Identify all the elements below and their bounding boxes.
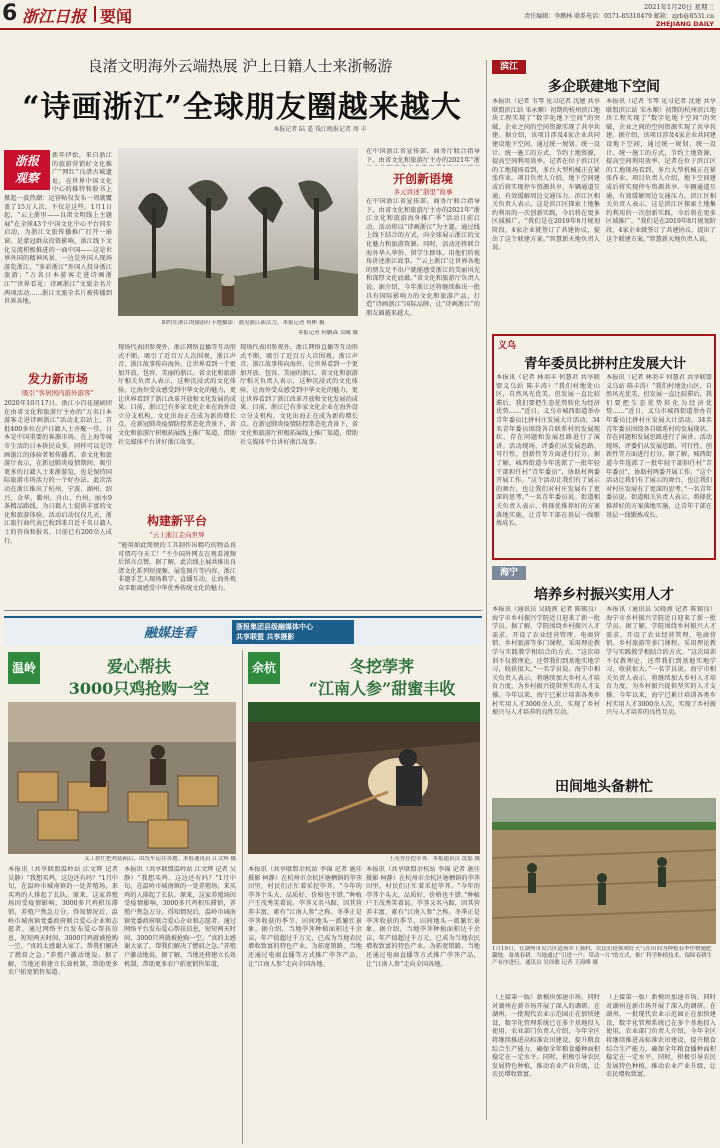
page-number: 6 (2, 1, 18, 26)
yiwu-tag: 义乌 (498, 341, 517, 351)
haining-body-col2: 本报讯（通讯员 吴晓燕 记者 陈锡良）海宁市乡村振兴学院近日迎来了新一批学员。据了解，学院围绕乡村振兴人才需求，开设了农业经营管理、电商营销、乡村旅游等多门课程，采用理论教学与实践教学相结合的方式。“这次培训不仅教理论，还带我们到基地实地学习，收获很大。”一名学员说。海宁市相关负责人表示，将继续加大乡村人才培育力度，为乡村振兴提供坚实的人才支撑。今年以来，海宁已累计培训各类乡村实用人才3000余人次，实现了乡村振兴与人才培养的良性互动。 (606, 606, 716, 717)
binjiang-body-col2: 本报讯（记者 韦琴 见习记者 沈建 共享联盟滨江站 宋永顺）初期的杭州滨江地块工程实现了“数字化地下空间”的突破，企业之间的空间资源实现了共享共建。据介绍，该项目涉及4家企业共同建设地下空间，通过统一规划、统一设计、统一施工的方式，节约土地资源，提高空间利用效率。记者在位于滨江区的工地现场看到，多台大型机械正在紧张作业。项目负责人介绍，地下空间建成后将实现停车资源共享、车辆通道互通，有效缓解周边交通压力。滨江区相关负责人表示，这是滨江区探索土地集约利用的一次创新实践，今后将在更多区域推广。“我们是在2019年8月规划阶段，4家企业就签订了共建协议，提出了这个联建方案。”智慧新天地负责人说。 (606, 98, 716, 243)
yiwu-body-col1: 本报讯（记者 林羽丰 何慧君 共享联盟义乌站 陈丰涛）“我们村地处山区，自然风光优美，但发展一直比较滞后，我们要把生态优势转化为经济优势……”近日，义乌市城西街道举办青年委员比拼村庄发展大计活动，34名青年委员围绕各自联系村的发展现状、存在问题和发展思路进行了演讲。活动现场，评委们从发展思路、可行性、创新性等方面进行打分。据了解，城西街道今年选派了一批年轻干部担任村“青年委员”，协助村两委开展工作。“这个活动让我们有了展示的舞台，也让我们对村庄发展有了更深的思考。”一名青年委员说。街道相关负责人表示，将择优推荐好的方案落地实施，让青年干部在基层一线锻炼成长。 (496, 374, 600, 528)
masthead (0, 0, 720, 30)
yuhang-headline-2: “江南人参”甜蜜丰收 (308, 679, 456, 698)
wenling-headline-2: 3000只鸡抢购一空 (68, 679, 210, 698)
date-line: 2021年1月20日 星期三 (643, 3, 714, 11)
binjiang-body-col1: 本报讯（记者 韦琴 见习记者 沈建 共享联盟滨江站 宋永顺）初期的杭州滨江地块工程实现了“数字化地下空间”的突破，企业之间的空间资源实现了共享共建。据介绍，该项目涉及4家企业共同建设地下空间，通过统一规划、统一设计、统一施工的方式，节约土地资源，提高空间利用效率。记者在位于滨江区的工地现场看到，多台大型机械正在紧张作业。项目负责人介绍，地下空间建成后将实现停车资源共享、车辆通道互通，有效缓解周边交通压力。滨江区相关负责人表示，这是滨江区探索土地集约利用的一次创新实践，今后将在更多区域推广。“我们是在2019年8月规划阶段，4家企业就签订了共建协议，提出了这个联建方案。”智慧新天地负责人说。 (492, 98, 600, 252)
main-body-col3: 在中国浙江省宣传部、商务厅联合指导下，由省文化和旅游厅主办的2021年“浙江文化和旅游海外推广季”活动日前启动。活动将以“诗画浙江”为主题，通过线上线下结合的方式，向全球展示浙江的文化魅力和旅游资源。同时，活动还将联合海外华人华侨、留学生群体，用他们的视角讲述浙江故事。“‘云上浙江’让世界各地的朋友足不出户就能感受浙江的美丽风光和深厚文化底蕴。”省文化和旅游厅负责人说。据介绍，今年浙江还将继续推出一批具有国际影响力的文化和旅游产品，打造“诗画浙江”国际品牌，让“诗画浙江”的朋友圈越来越大。 (366, 198, 480, 317)
sub-deck-1: 吸引“客居国内游外游客” (22, 389, 94, 397)
farm-body-col1: （上接第一版）新模块加速市场，同时对湖州在新市场开展了深入的调研。在湖州，一批现代农业示范园正在加快建设，数字化管理系统已在多个基地投入使用。农业部门负责人介绍，今年全区将继续推进高标准农田建设，提升粮食综合生产能力，确保全年粮食播种面积稳定在一定水平。同时，积极引导农民发展特色种植，推动农业产业升级，让农民增收致富。 (492, 994, 600, 1079)
wenling-body-col1: 本报讯（共享联盟温岭站 江文辉 记者 吴静）“我想买鸡，这边还有吗？”1月中旬，在温岭市城南镇的一处养殖场，来买鸡的人排起了长队。原来，这家养殖场因受疫情影响，3000多只鸡积压滞销，养殖户焦急万分。得知情况后，温岭市城南镇党委政府联合爱心企业和志愿者，通过网络平台发布爱心帮扶信息，短短两天时间，3000只鸡就被抢购一空。“真的太感谢大家了，帮我们解决了燃眉之急。”养殖户激动地说。据了解，当地还将建立长效机制，帮助更多农户拓宽销售渠道。 (8, 866, 118, 977)
yuhang-photo-caption: 王茂秀在挖荸荠。本报通讯员 沈磊 摄 (388, 856, 480, 862)
paper-name: 浙江日报 (22, 7, 87, 26)
logo-line-1: 浙报 (14, 154, 39, 168)
farm-headline: 田间地头备耕忙 (555, 779, 653, 795)
yuhang-body-col1: 本报讯（共享联盟余杭站 李锦 记者 施佳 摄影 柯静）在杭州市余杭区塘栖镇的荸荠田里，村民们正忙着采挖荸荠。“今年的荸荠个头大、品质好，价格也不错。”种植户王茂秀笑着说。荸荠又名马蹄，因其营养丰富，素有“江南人参”之称。冬季正是荸荠收获的季节，田间地头一派繁忙景象。据介绍，当地荸荠种植面积达千余亩，年产值超过千万元，已成为当地农民增收致富的特色产业。为拓宽销路，当地还通过电商直播等方式推广荸荠产品，让“江南人参”走向全国各地。 (248, 866, 362, 968)
main-body-col2-cont: “能用如此简便的工具制作出精巧的物品真可谓巧夺天工！”不少国外网友在观看视频后留言点赞。据了解，此次线上展共推出良渚文化系列短视频、展览图片等内容，浙江非遗手艺人现场教学、直播互动，让海外观众零距离感受中华优秀传统文化的魅力。 (118, 542, 236, 592)
yiwu-body-col2: 本报讯（记者 林羽丰 何慧君 共享联盟义乌站 陈丰涛）“我们村地处山区，自然风光优美，但发展一直比较滞后，我们要把生态优势转化为经济优势……”近日，义乌市城西街道举办青年委员比拼村庄发展大计活动，34名青年委员围绕各自联系村的发展现状、存在问题和发展思路进行了演讲。活动现场，评委们从发展思路、可行性、创新性等方面进行打分。据了解，城西街道今年选派了一批年轻干部担任村“青年委员”，协助村两委开展工作。“这个活动让我们有了展示的舞台，也让我们对村庄发展有了更深的思考。”一名青年委员说。街道相关负责人表示，将择优推荐好的方案落地实施，让青年干部在基层一线锻炼成长。 (606, 374, 712, 519)
haining-body-col1: 本报讯（通讯员 吴晓燕 记者 陈锡良）海宁市乡村振兴学院近日迎来了新一批学员。据了解，学院围绕乡村振兴人才需求，开设了农业经营管理、电商营销、乡村旅游等多门课程，采用理论教学与实践教学相结合的方式。“这次培训不仅教理论，还带我们到基地实地学习，收获很大。”一名学员说。海宁市相关负责人表示，将继续加大乡村人才培育力度，为乡村振兴提供坚实的人才支撑。今年以来，海宁已累计培训各类乡村实用人才3000余人次，实现了乡村振兴与人才培养的良性互动。 (492, 606, 600, 717)
binjiang-tag: 滨江 (492, 60, 526, 74)
wenling-body-col2: 本报讯（共享联盟温岭站 江文辉 记者 吴静）“我想买鸡，这边还有吗？”1月中旬，在温岭市城南镇的一处养殖场，来买鸡的人排起了长队。原来，这家养殖场因受疫情影响，3000多只鸡积压滞销，养殖户焦急万分。得知情况后，温岭市城南镇党委政府联合爱心企业和志愿者，通过网络平台发布爱心帮扶信息，短短两天时间，3000只鸡就被抢购一空。“真的太感谢大家了，帮我们解决了燃眉之急。”养殖户激动地说。据了解，当地还将建立长效机制，帮助更多农户拓宽销售渠道。 (124, 866, 236, 968)
sub-deck-2: “云上浙江走向世界 (149, 531, 205, 539)
editor-line: 责任编辑：李鹏林 联系电话：0571-85310479 邮箱：zjrb@8531.cn (524, 13, 714, 20)
promo-line-1: 浙报集团县级融媒体中心 (236, 622, 313, 631)
sub-deck-3: 多元讲述“浙里”故事 (393, 188, 453, 196)
section-divider-main (4, 610, 482, 611)
sub-heading-3: 开创新语境 (392, 172, 453, 186)
sub-heading-2: 构建新平台 (146, 514, 207, 528)
main-headline: “诗画浙江”全球朋友圈越来越大 (22, 90, 462, 125)
farm-caption: 1月19日，在湖州市吴兴区道场乡上强村，农民们抢抓晴好天气在田间为种植春季作物施肥翻地，备战春耕。当地通过“引进一户、带动一片”的方式，推广科学种植技术，保障春耕生产有序进行。通讯员 吴伟敏 记者 王海峰 摄 (492, 946, 713, 966)
wenling-tag: 温岭 (8, 652, 40, 684)
yuhang-photo (248, 702, 480, 854)
promo-label: 融媒连看 (144, 626, 197, 641)
logo-line-2: 观察 (14, 171, 39, 185)
binjiang-headline: 多企联建地下空间 (548, 79, 660, 95)
wenling-photo-caption: 义工帮忙把鸡装箱后，由货车运往各地。本报通讯员 江文辉 摄 (84, 856, 236, 862)
main-photo-caption: 如约在浙江的旅游打卡地摄影：遇见浙江新活力。本报记者 何彬 摄 (161, 320, 325, 326)
main-photo-sculptures (118, 148, 358, 316)
section-name: 要闻 (100, 7, 133, 26)
promo-line-2: 共享联盟 共享摄影 (236, 632, 295, 641)
main-body-col3-top: 在中国浙江省宣传部、商务厅联合指导下，由省文化和旅游厅主办的2021年“浙 (366, 148, 480, 164)
main-kicker: 良渚文明海外云端热展 沪上日籍人士来浙畅游 (87, 57, 393, 75)
section-divider (94, 6, 96, 22)
main-body-col2: 现场代表团参观外，浙江网络直播等互动形式不断，吸引了近百万人次围观，浙江声音、浙江故事传向海外，让世界看到一个更加开放、包容、美丽的浙江。省文化和旅游厅相关负责人表示，这种沉浸式的文化体验，让海外受众感受到中华文化的魅力，更让世界看到了浙江改革开放和文化发展的成果。目前，浙江已有多家文化企业在海外设立分支机构，文化出海正在成为新的增长点。在新冠肺炎疫情防控常态化背景下，省文化和旅游厅积极拓展线上推广渠道，借助社交媒体平台讲好浙江故事。 (118, 344, 236, 446)
paper-english: ZHEJIANG DAILY (655, 20, 714, 28)
yuhang-headline-1: 冬挖荸荠 (349, 657, 414, 676)
farm-photo (492, 798, 716, 944)
bottom-column-divider (242, 650, 243, 1144)
main-body-col2b: 现场代表团参观外，浙江网络直播等互动形式不断，吸引了近百万人次围观，浙江声音、浙江故事传向海外，让世界看到一个更加开放、包容、美丽的浙江。省文化和旅游厅相关负责人表示，这种沉浸式的文化体验，让海外受众感受到中华文化的魅力，更让世界看到了浙江改革开放和文化发展的成果。目前，浙江已有多家文化企业在海外设立分支机构，文化出海正在成为新的增长点。在新冠肺炎疫情防控常态化背景下，省文化和旅游厅积极拓展线上推广渠道，借助社交媒体平台讲好浙江故事。 (240, 344, 358, 446)
yuhang-body-col2: 本报讯（共享联盟余杭站 李锦 记者 施佳 摄影 柯静）在杭州市余杭区塘栖镇的荸荠田里，村民们正忙着采挖荸荠。“今年的荸荠个头大、品质好，价格也不错。”种植户王茂秀笑着说。荸荠又名马蹄，因其营养丰富，素有“江南人参”之称。冬季正是荸荠收获的季节，田间地头一派繁忙景象。据介绍，当地荸荠种植面积达千余亩，年产值超过千万元，已成为当地农民增收致富的特色产业。为拓宽销路，当地还通过电商直播等方式推广荸荠产品，让“江南人参”走向全国各地。 (366, 866, 480, 968)
haining-headline: 培养乡村振兴实用人才 (534, 587, 674, 603)
column-divider (486, 60, 487, 1120)
yiwu-headline: 青年委员比拼村庄发展大计 (524, 356, 686, 372)
haining-tag: 海宁 (492, 566, 526, 580)
sub-heading-1: 发力新市场 (27, 372, 88, 386)
main-photo-credit: 本报记者 何鹏森 吴曦 摄 (297, 330, 358, 336)
main-intro-text: 新年伊始，来自浙江的旅游营销好文化推广“网红”良渚古城遗址，在世界中国文化中心的推特和脸书上掀起一波热潮：运营帖仅发布一周就覆盖了15万人次。不仅是这些。1月1日起，“云上浙里——良渚文明线上主题展”在全球43个中国文化中心平台同步启动，为浙江文旅传播推广打开一扇窗。是蒙冠群众投资影响，浙江线下文化交流积极推进的一面中国——这是世界外国的精神风景，一边是外国人现场游览浙江，“多彩浙江”外国人投身浙江旅游；“万名日本游客走进诗画浙江”“世界看见：诗画浙江”文旅金名片两项活动……浙江文旅全名片被传播到世界各地。 (4, 152, 112, 306)
farm-body-col2: （上接第一版）新模块加速市场，同时对湖州在新市场开展了深入的调研。在湖州，一批现代农业示范园正在加快建设，数字化管理系统已在多个基地投入使用。农业部门负责人介绍，今年全区将继续推进高标准农田建设，提升粮食综合生产能力，确保全年粮食播种面积稳定在一定水平。同时，积极引导农民发展特色种植，推动农业产业升级，让农民增收致富。 (606, 994, 716, 1079)
wenling-photo (8, 702, 236, 854)
main-body-col1: 2020年10月17日，浙江小百花越剧团在由省文化和旅游厅主办的“万名日本游客走进诗画浙江”活动北京站上，首批400多位在沪日籍人士齐聚一堂。日本是中国重要的客源市场。在上海等城市生活的日本侨民众多，同样可以是诗画浙江的体验者和传播者。省文化和旅游厅表示，在新冠肺炎疫情期间，吸引更多的日籍人士来浙游览，也是保持国际旅游市场活力的一个好办法。此次活动在浙江推出了杭州、宁波、湖州、绍兴、金华、衢州、舟山、台州、丽水9条精品路线，为日籍人士提供丰富的文化和旅游体验。活动启动仅仅几天，浙江旅行商代表已收到来自近千名日籍人士的咨询和报名，目前已有200余人成行。 (4, 400, 112, 545)
main-intro (4, 152, 112, 364)
promo-banner (4, 616, 482, 646)
wenling-headline-1: 爱心帮扶 (106, 657, 171, 676)
yuhang-tag: 余杭 (248, 652, 280, 684)
main-byline: 本报记者 陆 遥 钱江晚报记者 周 丰 (273, 126, 367, 133)
